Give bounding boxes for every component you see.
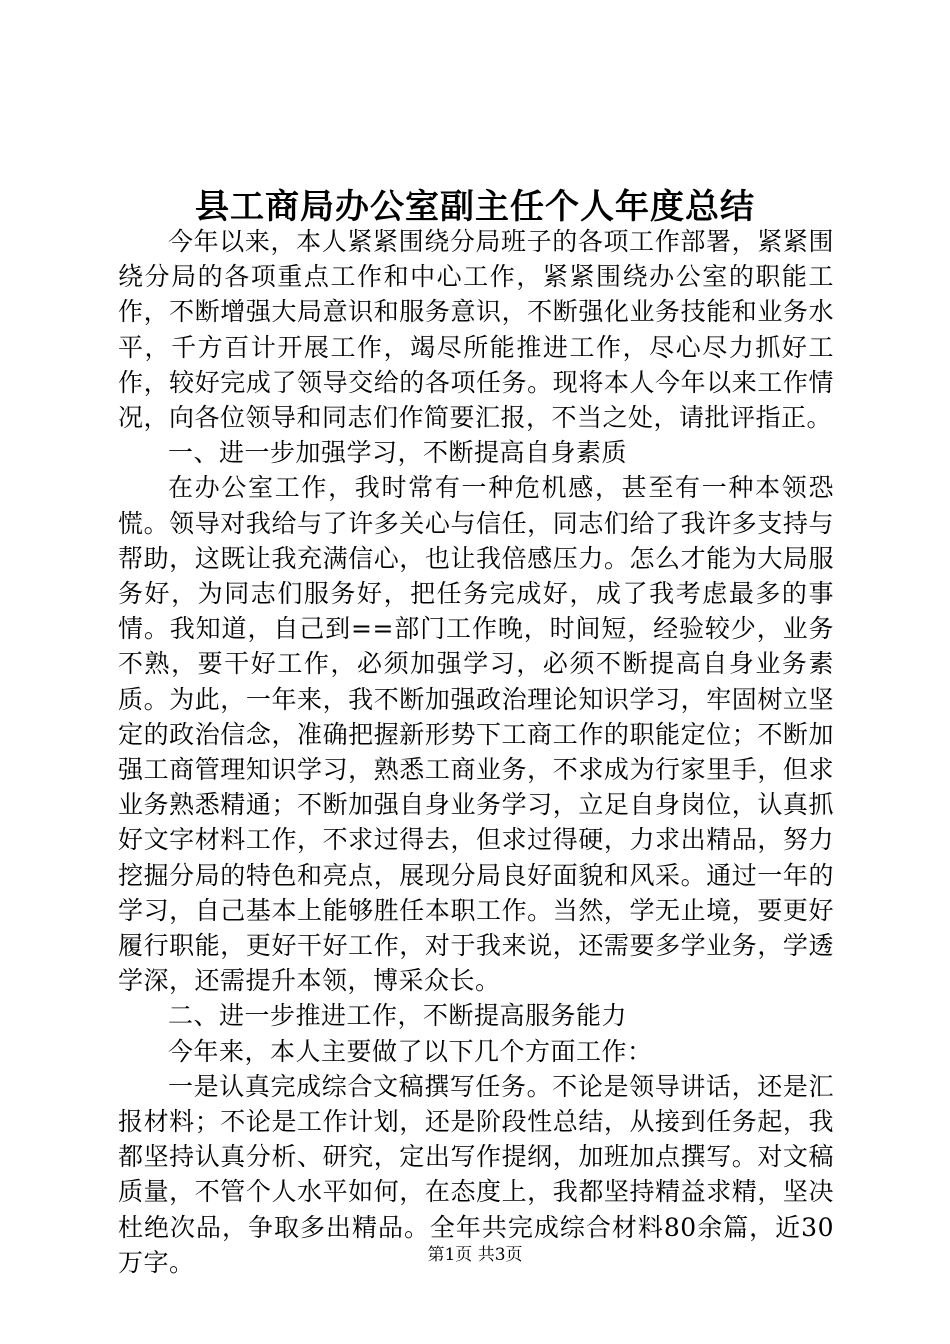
paragraph-work-intro: 今年来，本人主要做了以下几个方面工作： [168,1036,653,1066]
paragraph-writing-tasks: 一是认真完成综合文稿撰写任务。不论是领导讲话，还是汇报材料；不论是工作计划，还是阶段性总结，从接到任务起，我都坚持认真分析、研究，定出写作提纲，加班加点撰写。对文稿质量，不管个人水平如何，在态度上，我都坚持精益求精，坚决杜绝次品，争取多出精品。全年共完成综合材料80余篇，近30万字。 [118,1071,834,1277]
section-heading-1: 一、进一步加强学习，不断提高自身素质 [168,438,628,468]
section-heading-2: 二、进一步推进工作，不断提高服务能力 [168,1001,628,1031]
document-body [118,224,834,1280]
page-footer: 第1页 共3页 [427,1245,523,1265]
paragraph-intro: 今年以来，本人紧紧围绕分局班子的各项工作部署，紧紧围绕分局的各项重点工作和中心工作，紧紧围绕办公室的职能工作，不断增强大局意识和服务意识，不断强化业务技能和业务水平，千方百计开展工作，竭尽所能推进工作，尽心尽力抓好工作，较好完成了领导交给的各项任务。现将本人今年以来工作情况，向各位领导和同志们作简要汇报，不当之处，请批评指正。 [118,227,834,433]
paragraph-study: 在办公室工作，我时常有一种危机感，甚至有一种本领恐慌。领导对我给与了许多关心与信任，同志们给了我许多支持与帮助，这既让我充满信心，也让我倍感压力。怎么才能为大局服务好，为同志们服务好，把任务完成好，成了我考虑最多的事情。我知道，自己到==部门工作晚，时间短，经验较少，业务不熟，要干好工作，必须加强学习，必须不断提高自身业务素质。为此，一年来，我不断加强政治理论知识学习，牢固树立坚定的政治信念，准确把握新形势下工商工作的职能定位；不断加强工商管理知识学习，熟悉工商业务，不求成为行家里手，但求业务熟悉精通；不断加强自身业务学习，立足自身岗位，认真抓好文字材料工作，不求过得去，但求过得硬，力求出精品，努力挖掘分局的特色和亮点，展现分局良好面貌和风采。通过一年的学习，自己基本上能够胜任本职工作。当然，学无止境，要更好履行职能，更好干好工作，对于我来说，还需要多学业务，学透学深，还需提升本领，博采众长。 [118,473,834,996]
page-title: 县工商局办公室副主任个人年度总结 [195,187,755,227]
